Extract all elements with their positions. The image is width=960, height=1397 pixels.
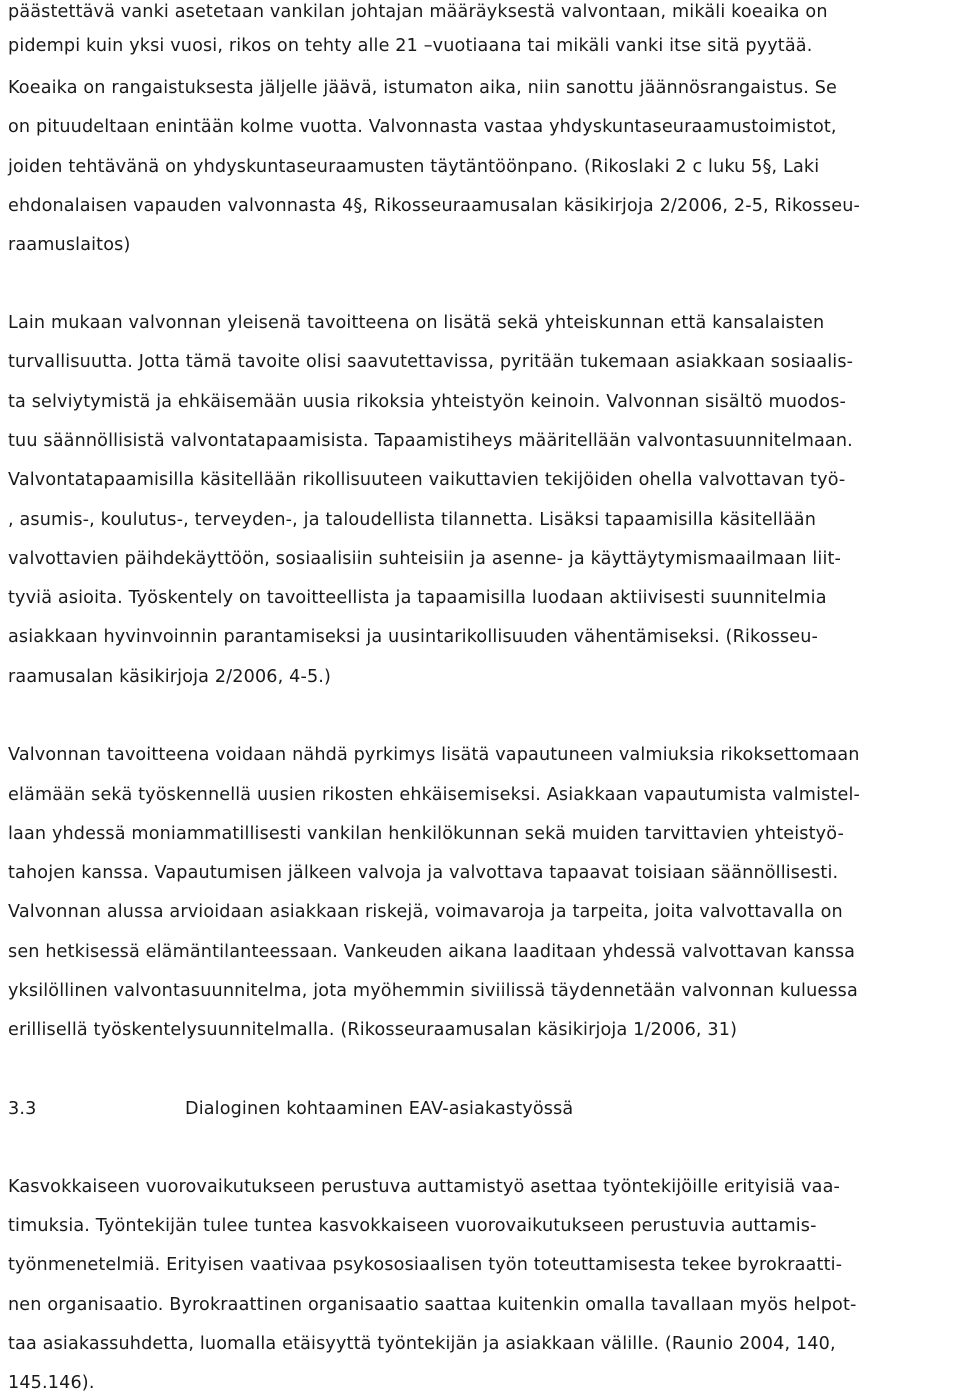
text-line: päästettävä vanki asetetaan vankilan johtajan määräyksestä valvontaan, mikäli koeaika on xyxy=(8,2,828,22)
text-line: turvallisuutta. Jotta tämä tavoite olisi saavutettavissa, pyritään tukemaan asiakkaan sosiaalis- xyxy=(8,352,854,372)
text-line: valvottavien päihdekäyttöön, sosiaalisiin suhteisiin ja asenne- ja käyttäytymismaailmaan liit- xyxy=(8,549,842,569)
text-line: pidempi kuin yksi vuosi, rikos on tehty alle 21 –vuotiaana tai mikäli vanki itse sitä pyytää. xyxy=(8,36,813,56)
text-line: raamusalan käsikirjoja 2/2006, 4-5.) xyxy=(8,667,332,687)
text-line: Valvonnan tavoitteena voidaan nähdä pyrkimys lisätä vapautuneen valmiuksia rikoksettomaan xyxy=(8,745,860,765)
text-line: Lain mukaan valvonnan yleisenä tavoitteena on lisätä sekä yhteiskunnan että kansalaisten xyxy=(8,313,825,333)
text-line: tahojen kanssa. Vapautumisen jälkeen valvoja ja valvottava tapaavat toisiaan säännöllisesti. xyxy=(8,863,839,883)
text-line: työnmenetelmiä. Erityisen vaativaa psykososiaalisen työn toteuttamisesta tekee byrokraatti- xyxy=(8,1255,843,1275)
text-line: on pituudeltaan enintään kolme vuotta. Valvonnasta vastaa yhdyskuntaseuraamustoimistot, xyxy=(8,117,837,137)
section-number: 3.3 xyxy=(8,1099,37,1119)
text-line: Koeaika on rangaistuksesta jäljelle jäävä, istumaton aika, niin sanottu jäännösrangaistus. Se xyxy=(8,78,838,98)
text-line: elämään sekä työskennellä uusien rikosten ehkäisemiseksi. Asiakkaan vapautumista valmistel- xyxy=(8,785,860,805)
text-line: nen organisaatio. Byrokraattinen organisaatio saattaa kuitenkin omalla tavallaan myös helpot- xyxy=(8,1295,857,1315)
text-line: raamuslaitos) xyxy=(8,235,131,255)
text-line: taa asiakassuhdetta, luomalla etäisyyttä työntekijän ja asiakkaan välille. (Raunio 2004, 140, xyxy=(8,1334,836,1354)
text-line: ta selviytymistä ja ehkäisemään uusia rikoksia yhteistyön keinoin. Valvonnan sisältö muodos- xyxy=(8,392,847,412)
text-line: tuu säännöllisistä valvontatapaamisista. Tapaamistiheys määritellään valvontasuunnitelmaan. xyxy=(8,431,853,451)
text-line: yksilöllinen valvontasuunnitelma, jota myöhemmin siviilissä täydennetään valvonnan kuluessa xyxy=(8,981,858,1001)
text-line: , asumis-, koulutus-, terveyden-, ja taloudellista tilannetta. Lisäksi tapaamisilla käsitellään xyxy=(8,510,817,530)
text-line: ehdonalaisen vapauden valvonnasta 4§, Rikosseuraamusalan käsikirjoja 2/2006, 2-5, Rikosseu- xyxy=(8,196,860,216)
text-line: 145.146). xyxy=(8,1373,95,1393)
text-line: sen hetkisessä elämäntilanteessaan. Vankeuden aikana laaditaan yhdessä valvottavan kanssa xyxy=(8,942,856,962)
text-line: asiakkaan hyvinvoinnin parantamiseksi ja uusintarikollisuuden vähentämiseksi. (Rikosseu- xyxy=(8,627,819,647)
text-line: erillisellä työskentelysuunnitelmalla. (Rikosseuraamusalan käsikirjoja 1/2006, 31) xyxy=(8,1020,738,1040)
text-line: Valvontatapaamisilla käsitellään rikollisuuteen vaikuttavien tekijöiden ohella valvottavan työ- xyxy=(8,470,846,490)
text-line: Kasvokkaiseen vuorovaikutukseen perustuva auttamistyö asettaa työntekijöille erityisiä vaa- xyxy=(8,1177,841,1197)
text-line: laan yhdessä moniammatillisesti vankilan henkilökunnan sekä muiden tarvittavien yhteistyö- xyxy=(8,824,844,844)
text-line: Valvonnan alussa arvioidaan asiakkaan riskejä, voimavaroja ja tarpeita, joita valvottavalla on xyxy=(8,902,843,922)
text-line: joiden tehtävänä on yhdyskuntaseuraamusten täytäntöönpano. (Rikoslaki 2 c luku 5§, Laki xyxy=(8,157,820,177)
text-line: timuksia. Työntekijän tulee tuntea kasvokkaiseen vuorovaikutukseen perustuvia auttamis- xyxy=(8,1216,817,1236)
section-title: Dialoginen kohtaaminen EAV-asiakastyössä xyxy=(185,1099,574,1119)
text-line: tyviä asioita. Työskentely on tavoitteellista ja tapaamisilla luodaan aktiivisesti suunnitelmia xyxy=(8,588,827,608)
